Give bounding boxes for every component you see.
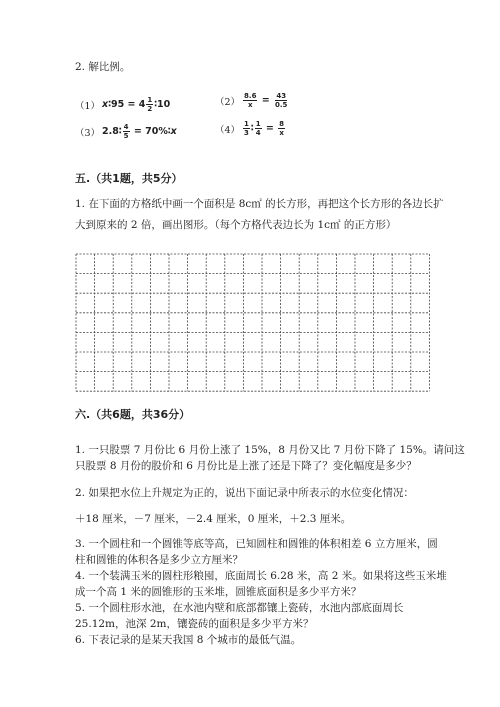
expression-text: ∶ — [250, 123, 254, 134]
fraction-numerator: 43 — [276, 92, 287, 100]
fraction-denominator: 5 — [123, 132, 129, 140]
section-5-question-line: 大到原来的 2 倍，画出图形。（每个方格代表边长为 1c㎡ 的正方形） — [75, 219, 397, 231]
question-line: 1. 一只股票 7 月份比 6 月份上涨了 15%，8 月份又比 7 月份下降了 15%。请问这 — [75, 444, 465, 456]
fraction — [243, 92, 257, 109]
fraction-denominator: 0.5 — [275, 101, 288, 109]
expression-text: x — [102, 99, 109, 110]
question-line: 2. 如果把水位上升规定为正的，说出下面记录中所表示的水位变化情况： — [75, 487, 414, 499]
fraction-numerator: 1 — [147, 96, 153, 104]
equation-4 — [215, 120, 286, 137]
grid-paper — [75, 253, 430, 392]
fraction — [255, 120, 262, 137]
fraction-denominator: 4 — [255, 129, 261, 137]
section-5-question-line: 1. 在下面的方格纸中画一个面积是 8c㎡ 的长方形，再把这个长方形的各边长扩 — [75, 198, 444, 210]
fraction — [123, 123, 130, 140]
question-2-title: 2. 解比例。 — [75, 61, 131, 73]
fraction-numerator: 1 — [244, 120, 249, 128]
question-line: 25.12m，池深 2m，镶瓷砖的面积是多少平方米？ — [75, 618, 314, 630]
equation-expression — [242, 92, 289, 109]
expression-text: ∶95 = 4 — [108, 99, 146, 110]
fraction-denominator: 3 — [244, 129, 249, 137]
equation-1 — [75, 96, 170, 113]
section-5-heading: 五.（共1题，共5分） — [75, 172, 183, 185]
question-line: 只股票 8 月份的股价和 6 月份比是上涨了还是下降了？变化幅度是多少？ — [75, 460, 417, 472]
expression-text: x — [170, 126, 177, 137]
equation-number: （4） — [215, 124, 241, 136]
fraction — [146, 96, 153, 113]
equation-expression — [102, 123, 177, 140]
fraction-numerator: 1 — [255, 120, 261, 128]
fraction — [243, 120, 250, 137]
fraction-numerator: 8 — [279, 120, 285, 128]
fraction-numerator: 4 — [123, 123, 129, 131]
question-line: 4. 一个装满玉米的圆柱形粮囤，底面周长 6.28 米，高 2 米。如果将这些玉米堆 — [75, 570, 447, 582]
expression-text: ∶10 — [154, 99, 171, 110]
equation-3 — [75, 123, 177, 140]
equation-expression — [242, 120, 286, 137]
expression-text: = — [258, 95, 274, 106]
equation-expression — [102, 96, 170, 113]
expression-text: = — [262, 123, 278, 134]
question-line: ＋18 厘米，－7 厘米，－2.4 厘米，0 厘米，＋2.3 厘米。 — [75, 513, 352, 525]
equation-2 — [215, 92, 289, 109]
fraction-denominator: 2 — [147, 105, 153, 113]
fraction-denominator: x — [279, 129, 284, 137]
expression-text: = 70%∶ — [130, 126, 171, 137]
fraction — [278, 120, 285, 137]
expression-text: 2.8∶ — [102, 126, 122, 137]
question-line: 3. 一个圆柱和一个圆锥等底等高，已知圆柱和圆锥的体积相差 6 立方厘米，圆 — [75, 538, 438, 550]
equation-number: （2） — [215, 96, 241, 108]
section-6-heading: 六.（共6题，共36分） — [75, 408, 191, 421]
equation-number: （3） — [75, 127, 101, 139]
question-line: 柱和圆锥的体积各是多少立方厘米？ — [75, 554, 243, 566]
question-line: 成一个高 1 米的圆锥形的玉米堆，圆锥底面积是多少平方米？ — [75, 586, 362, 598]
fraction-numerator: 8.6 — [244, 92, 257, 100]
fraction-denominator: x — [247, 101, 253, 109]
equation-number: （1） — [75, 100, 101, 112]
question-line: 5. 一个圆柱形水池，在水池内壁和底部都镶上瓷砖，水池内部底面周长 — [75, 602, 404, 614]
fraction — [274, 92, 288, 109]
question-line: 6. 下表记录的是某天我国 8 个城市的最低气温。 — [75, 634, 302, 646]
